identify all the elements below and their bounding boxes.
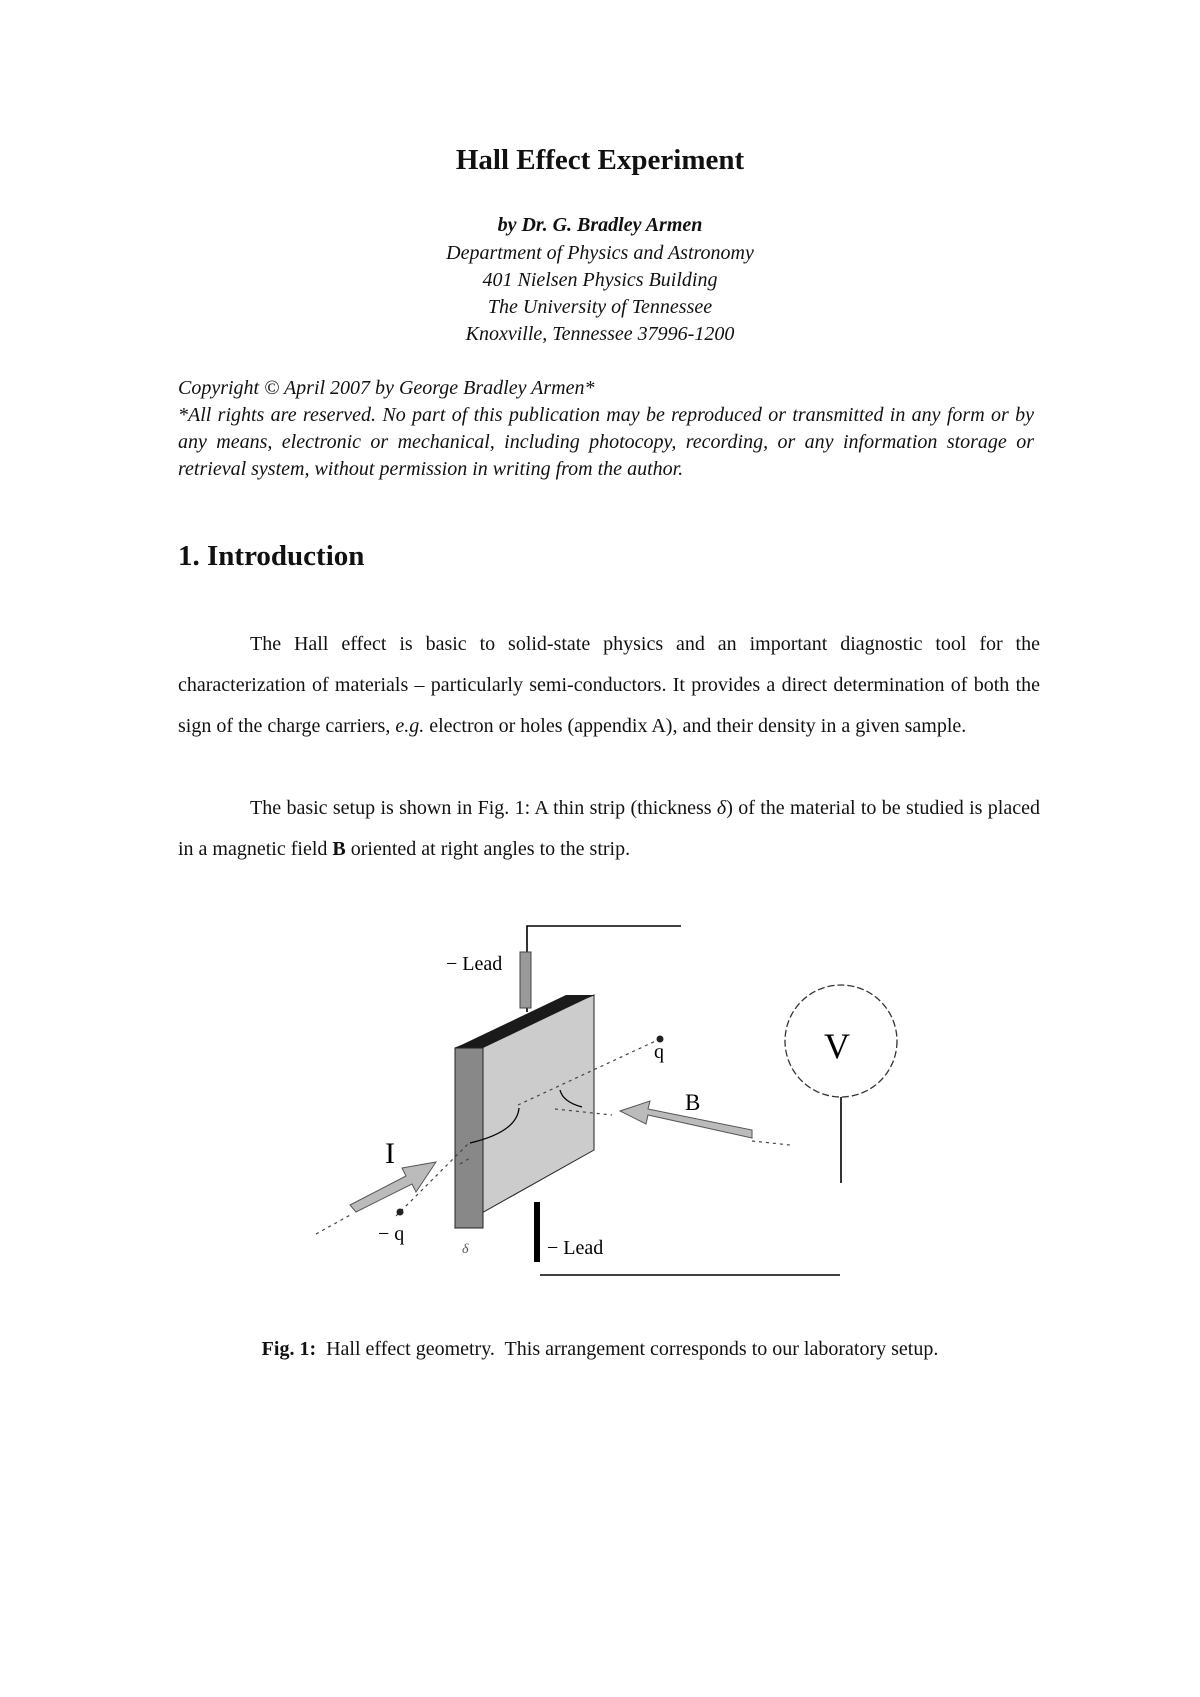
p1-eg: e.g. [395,715,425,737]
affiliation-line-3: The University of Tennessee [487,296,713,318]
label-top-lead: − Lead [446,953,503,975]
top-lead-connector [520,952,531,1008]
label-I: I [385,1137,395,1170]
caption-label: Fig. 1: [261,1338,317,1360]
p1-text-b: electron or holes (appendix A), and their density in a given sample. [424,715,967,737]
slab-side-edge [455,1048,483,1228]
section-heading: 1. Introduction [178,540,365,572]
current-path [316,1214,352,1234]
caption-text: Hall effect geometry. This arrangement corresponds to our laboratory setup. [316,1338,939,1360]
p2-text-c: oriented at right angles to the strip. [345,838,631,860]
label-delta: δ [462,1242,469,1257]
label-V: V [824,1026,850,1066]
neg-q-dot [397,1209,404,1216]
author-byline: by Dr. G. Bradley Armen [497,214,703,236]
label-neg-q: − q [378,1223,405,1245]
field-path-outer [752,1141,790,1145]
p1-text-a: The Hall effect is basic to solid-state physics and an important diagnostic tool for the characterization of materials – particularly semi-conductors. It provides a direct determination of both the sign of the charge carriers, [178,633,1040,737]
label-bottom-lead: − Lead [547,1237,604,1259]
affiliation-line-4: Knoxville, Tennessee 37996-1200 [465,323,735,345]
paper-title: Hall Effect Experiment [455,144,745,176]
figure-caption [0,1338,1200,1361]
p2-delta: δ [716,797,727,819]
bottom-lead-connector [534,1202,540,1262]
copyright-line: Copyright © April 2007 by George Bradley Armen* [178,377,595,399]
rights-notice: *All rights are reserved. No part of this publication may be reproduced or transmitted in any form or by any means, electronic or mechanical, including photocopy, recording, or any information storage or retrieval system, without permission in writing from the author. [178,404,1034,480]
top-lead-wire [527,926,681,1012]
label-B: B [685,1090,701,1115]
p2-text-a: The basic setup is shown in Fig. 1: A thin strip (thickness [250,797,717,819]
p2-text-b: ) of the material to be studied is placed in a magnetic field [178,797,1040,860]
affiliation-line-2: 401 Nielsen Physics Building [482,269,718,291]
label-q: q [654,1041,664,1063]
p2-B: B [332,838,346,860]
affiliation-line-1: Department of Physics and Astronomy [446,242,754,264]
